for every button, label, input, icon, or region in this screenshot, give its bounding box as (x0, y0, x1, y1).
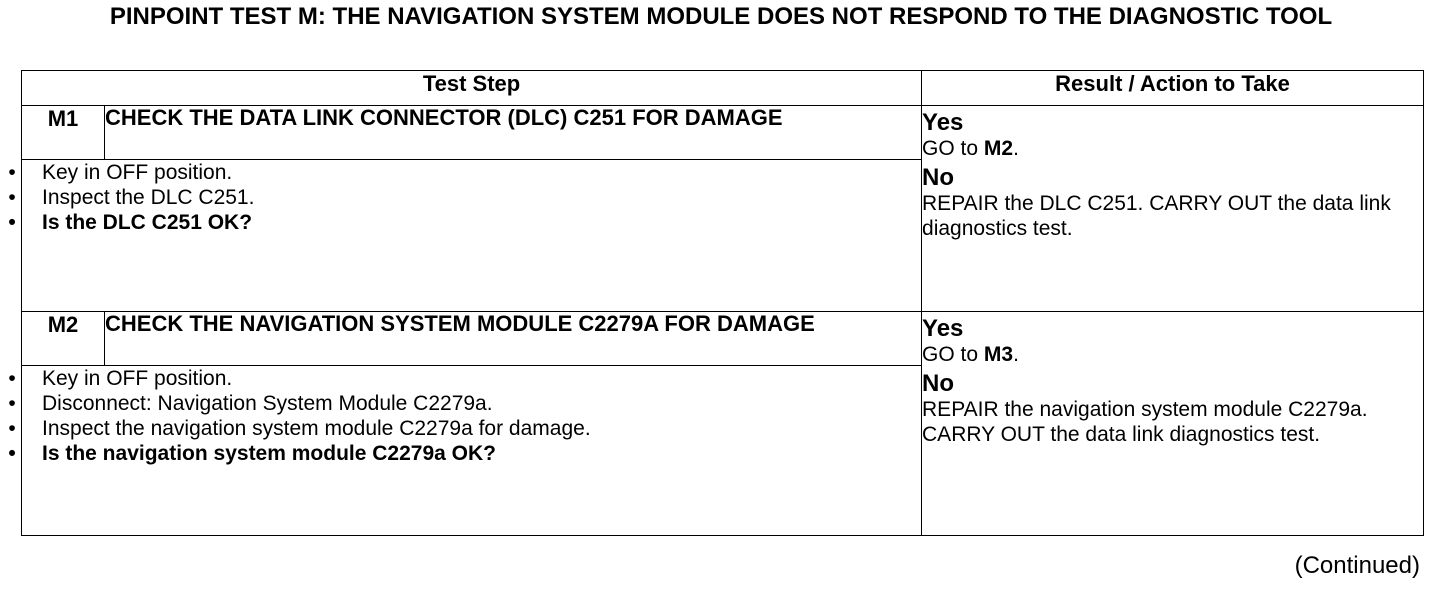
bullet-icon: • (8, 186, 16, 209)
step-title: CHECK THE DATA LINK CONNECTOR (DLC) C251 FOR DAMAGE (105, 106, 922, 160)
step-instructions-list (8, 160, 921, 235)
bullet-icon: • (8, 211, 16, 234)
step-body (8, 366, 922, 536)
list-item: • Disconnect: Navigation System Module C2279a. (22, 391, 921, 416)
step-m2-title-row (22, 312, 1424, 366)
list-item-question: • Is the DLC C251 OK? (22, 210, 921, 235)
bullet-icon: • (8, 442, 16, 465)
no-label: No (922, 164, 955, 191)
step-m1-title-row (22, 106, 1424, 160)
yes-label: Yes (922, 315, 964, 342)
yes-label: Yes (922, 109, 964, 136)
step-body (8, 160, 922, 312)
step-m1-result (922, 106, 1424, 312)
yes-action: GO to M2. (922, 137, 1019, 160)
list-item: • Key in OFF position. (22, 366, 921, 391)
bullet-icon: • (8, 417, 16, 440)
no-action: REPAIR the DLC C251. CARRY OUT the data link diagnostics test. (922, 192, 1391, 240)
yes-target-link[interactable]: M2 (983, 137, 1014, 160)
yes-action: GO to M3. (922, 343, 1019, 366)
continued-note: (Continued) (1294, 552, 1420, 579)
page-title: PINPOINT TEST M: THE NAVIGATION SYSTEM MODULE DOES NOT RESPOND TO THE DIAGNOSTIC TOOL (109, 3, 1333, 30)
step-id: M1 (22, 106, 105, 160)
pinpoint-test-table (8, 70, 1424, 536)
header-result-action: Result / Action to Take (922, 71, 1424, 106)
step-id: M2 (22, 312, 105, 366)
no-action: REPAIR the navigation system module C2279a. CARRY OUT the data link diagnostics test. (922, 398, 1368, 446)
bullet-icon: • (8, 367, 16, 390)
step-m2-result (922, 312, 1424, 536)
yes-target-link[interactable]: M3 (983, 343, 1014, 366)
bullet-icon: • (8, 161, 16, 184)
no-label: No (922, 370, 955, 397)
list-item: • Inspect the DLC C251. (22, 185, 921, 210)
step-instructions-list (8, 366, 921, 466)
table-header-row (22, 71, 1424, 106)
step-title: CHECK THE NAVIGATION SYSTEM MODULE C2279A FOR DAMAGE (105, 312, 922, 366)
bullet-icon: • (8, 392, 16, 415)
list-item: • Key in OFF position. (22, 160, 921, 185)
list-item: • Inspect the navigation system module C2279a for damage. (22, 416, 921, 441)
header-test-step: Test Step (22, 71, 922, 106)
list-item-question: • Is the navigation system module C2279a OK? (22, 441, 921, 466)
